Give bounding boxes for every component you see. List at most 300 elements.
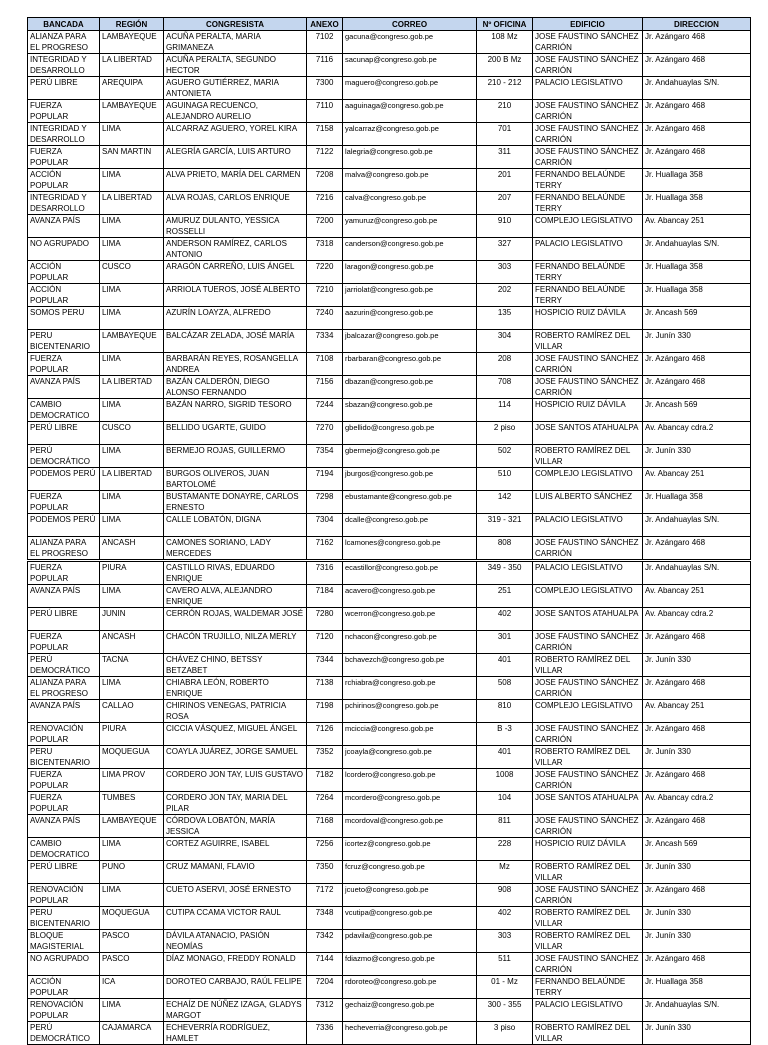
header-correo: CORREO [343,18,477,31]
header-anexo: ANEXO [307,18,343,31]
table-body [28,562,751,1045]
table-row [28,769,751,792]
cell-correo[interactable]: jcoayla@congreso.gob.pe [343,746,477,769]
cell-oficina: 910 [477,215,533,238]
cell-direccion: Jr. Azángaro 468 [643,353,751,376]
cell-region: CALLAO [100,700,164,723]
cell-oficina: 251 [477,585,533,608]
cell-bancada: RENOVACIÓN POPULAR [28,999,100,1022]
cell-direccion: Av. Abancay cdra.2 [643,422,751,445]
table-row [28,976,751,999]
cell-bancada: AVANZA PAÍS [28,376,100,399]
cell-direccion: Av. Abancay 251 [643,215,751,238]
cell-edificio: PALACIO LEGISLATIVO [533,514,643,537]
cell-edificio: FERNANDO BELAÚNDE TERRY [533,169,643,192]
cell-oficina: 01 - Mz [477,976,533,999]
cell-edificio: PALACIO LEGISLATIVO [533,77,643,100]
cell-congresista: CICCIA VÁSQUEZ, MIGUEL ÁNGEL [164,723,307,746]
cell-congresista: CHIABRA LEÓN, ROBERTO ENRIQUE [164,677,307,700]
cell-oficina: 502 [477,445,533,468]
cell-anexo: 7108 [307,353,343,376]
cell-oficina: 104 [477,792,533,815]
cell-edificio: JOSE SANTOS ATAHUALPA [533,422,643,445]
cell-edificio: JOSE SANTOS ATAHUALPA [533,608,643,631]
cell-region: AREQUIPA [100,77,164,100]
table-row [28,654,751,677]
congress-directory-table-1 [27,17,751,560]
cell-edificio: COMPLEJO LEGISLATIVO [533,585,643,608]
cell-anexo: 7280 [307,608,343,631]
cell-oficina: Mz [477,861,533,884]
header-direccion: DIRECCION [643,18,751,31]
cell-direccion: Jr. Azángaro 468 [643,631,751,654]
table-row [28,123,751,146]
cell-region: LA LIBERTAD [100,376,164,399]
cell-bancada: ALIANZA PARA EL PROGRESO [28,677,100,700]
cell-correo[interactable]: ecastillor@congreso.gob.pe [343,562,477,585]
table-row [28,1022,751,1045]
cell-direccion: Jr. Andahuaylas S/N. [643,514,751,537]
cell-direccion: Jr. Azángaro 468 [643,677,751,700]
cell-correo[interactable]: gacuna@congreso.gob.pe [343,31,477,54]
cell-congresista: ARRIOLA TUEROS, JOSÉ ALBERTO [164,284,307,307]
cell-bancada: FUERZA POPULAR [28,491,100,514]
cell-direccion: Jr. Azángaro 468 [643,54,751,77]
cell-anexo: 7220 [307,261,343,284]
cell-direccion: Jr. Ancash 569 [643,307,751,330]
cell-anexo: 7158 [307,123,343,146]
cell-correo[interactable]: gechaiz@congreso.gob.pe [343,999,477,1022]
cell-correo[interactable]: jarriolat@congreso.gob.pe [343,284,477,307]
cell-congresista: BAZÁN NARRO, SIGRID TESORO [164,399,307,422]
cell-bancada: INTEGRIDAD Y DESARROLLO [28,123,100,146]
cell-region: ANCASH [100,537,164,560]
cell-direccion: Jr. Azángaro 468 [643,769,751,792]
cell-direccion: Jr. Junín 330 [643,907,751,930]
cell-edificio: COMPLEJO LEGISLATIVO [533,700,643,723]
table-row [28,608,751,631]
cell-congresista: CALLE LOBATÓN, DIGNA [164,514,307,537]
cell-congresista: CORDERO JON TAY, LUIS GUSTAVO [164,769,307,792]
cell-congresista: BUSTAMANTE DONAYRE, CARLOS ERNESTO [164,491,307,514]
cell-congresista: ECHAÍZ DE NÚÑEZ IZAGA, GLADYS MARGOT [164,999,307,1022]
cell-bancada: AVANZA PAÍS [28,815,100,838]
cell-oficina: 301 [477,631,533,654]
cell-oficina: 300 - 355 [477,999,533,1022]
cell-anexo: 7120 [307,631,343,654]
cell-anexo: 7350 [307,861,343,884]
cell-bancada: RENOVACIÓN POPULAR [28,884,100,907]
cell-anexo: 7208 [307,169,343,192]
cell-correo[interactable]: laragon@congreso.gob.pe [343,261,477,284]
table-row [28,723,751,746]
cell-edificio: JOSE FAUSTINO SÁNCHEZ CARRIÓN [533,123,643,146]
cell-region: TUMBES [100,792,164,815]
cell-correo[interactable]: pdavila@congreso.gob.pe [343,930,477,953]
cell-edificio: ROBERTO RAMÍREZ DEL VILLAR [533,330,643,353]
cell-region: LA LIBERTAD [100,54,164,77]
cell-region: LIMA [100,284,164,307]
cell-edificio: JOSE FAUSTINO SÁNCHEZ CARRIÓN [533,100,643,123]
cell-oficina: 114 [477,399,533,422]
table-row [28,54,751,77]
cell-oficina: 208 [477,353,533,376]
cell-region: MOQUEGUA [100,746,164,769]
congress-directory-table-2 [27,561,751,1045]
table-row [28,514,751,537]
table-row [28,884,751,907]
cell-region: SAN MARTIN [100,146,164,169]
cell-edificio: ROBERTO RAMÍREZ DEL VILLAR [533,445,643,468]
table-row [28,631,751,654]
cell-edificio: COMPLEJO LEGISLATIVO [533,468,643,491]
cell-region: LAMBAYEQUE [100,330,164,353]
cell-edificio: JOSE FAUSTINO SÁNCHEZ CARRIÓN [533,537,643,560]
cell-correo[interactable]: mciccia@congreso.gob.pe [343,723,477,746]
cell-oficina: 327 [477,238,533,261]
cell-oficina: 508 [477,677,533,700]
table-row [28,792,751,815]
cell-correo[interactable]: rbarbaran@congreso.gob.pe [343,353,477,376]
cell-congresista: CORDERO JON TAY, MARIA DEL PILAR [164,792,307,815]
cell-correo[interactable]: sbazan@congreso.gob.pe [343,399,477,422]
cell-correo[interactable]: canderson@congreso.gob.pe [343,238,477,261]
cell-anexo: 7198 [307,700,343,723]
cell-correo[interactable]: yamuruz@congreso.gob.pe [343,215,477,238]
cell-direccion: Jr. Huallaga 358 [643,284,751,307]
table-row [28,192,751,215]
cell-bancada: FUERZA POPULAR [28,562,100,585]
cell-bancada: ACCIÓN POPULAR [28,261,100,284]
cell-congresista: CERRÓN ROJAS, WALDEMAR JOSÉ [164,608,307,631]
cell-anexo: 7216 [307,192,343,215]
cell-direccion: Jr. Azángaro 468 [643,31,751,54]
cell-correo[interactable]: jcueto@congreso.gob.pe [343,884,477,907]
cell-congresista: AZURÍN LOAYZA, ALFREDO [164,307,307,330]
cell-oficina: 108 Mz [477,31,533,54]
cell-edificio: ROBERTO RAMÍREZ DEL VILLAR [533,861,643,884]
table-row [28,562,751,585]
table-row [28,930,751,953]
cell-oficina: 1008 [477,769,533,792]
cell-oficina: 808 [477,537,533,560]
cell-oficina: 2 piso [477,422,533,445]
cell-direccion: Jr. Azángaro 468 [643,376,751,399]
cell-correo[interactable]: fdiazmo@congreso.gob.pe [343,953,477,976]
cell-direccion: Jr. Junín 330 [643,930,751,953]
cell-oficina: 701 [477,123,533,146]
cell-correo[interactable]: icortez@congreso.gob.pe [343,838,477,861]
cell-correo[interactable]: gbellido@congreso.gob.pe [343,422,477,445]
cell-correo[interactable]: gbermejo@congreso.gob.pe [343,445,477,468]
cell-congresista: COAYLA JUÁREZ, JORGE SAMUEL [164,746,307,769]
cell-congresista: CAVERO ALVA, ALEJANDRO ENRIQUE [164,585,307,608]
table-row [28,700,751,723]
cell-edificio: JOSE FAUSTINO SÁNCHEZ CARRIÓN [533,723,643,746]
cell-congresista: CÓRDOVA LOBATÓN, MARÍA JESSICA [164,815,307,838]
cell-bancada: ACCIÓN POPULAR [28,169,100,192]
cell-edificio: JOSE FAUSTINO SÁNCHEZ CARRIÓN [533,953,643,976]
table-row [28,146,751,169]
cell-region: LIMA [100,677,164,700]
header-region: REGIÓN [100,18,164,31]
cell-oficina: 304 [477,330,533,353]
cell-region: LIMA [100,884,164,907]
cell-anexo: 7138 [307,677,343,700]
cell-correo[interactable]: hecheverria@congreso.gob.pe [343,1022,477,1045]
table-row [28,284,751,307]
cell-correo[interactable]: jbalcazar@congreso.gob.pe [343,330,477,353]
cell-bancada: CAMBIO DEMOCRATICO [28,838,100,861]
cell-edificio: ROBERTO RAMÍREZ DEL VILLAR [533,746,643,769]
cell-correo[interactable]: ebustamante@congreso.gob.pe [343,491,477,514]
cell-region: LIMA [100,307,164,330]
cell-bancada: NO AGRUPADO [28,238,100,261]
cell-oficina: 228 [477,838,533,861]
header-edificio: EDIFICIO [533,18,643,31]
cell-bancada: ACCIÓN POPULAR [28,284,100,307]
cell-region: PIURA [100,562,164,585]
cell-congresista: BARBARÁN REYES, ROSANGELLA ANDREA [164,353,307,376]
cell-correo[interactable]: calva@congreso.gob.pe [343,192,477,215]
cell-edificio: ROBERTO RAMÍREZ DEL VILLAR [533,654,643,677]
cell-correo[interactable]: mcordoval@congreso.gob.pe [343,815,477,838]
cell-congresista: CHACÓN TRUJILLO, NILZA MERLY [164,631,307,654]
table-row [28,307,751,330]
cell-direccion: Jr. Ancash 569 [643,399,751,422]
cell-correo[interactable]: sacunap@congreso.gob.pe [343,54,477,77]
cell-edificio: ROBERTO RAMÍREZ DEL VILLAR [533,930,643,953]
cell-correo[interactable]: malva@congreso.gob.pe [343,169,477,192]
table-body [28,31,751,560]
cell-oficina: 303 [477,930,533,953]
cell-anexo: 7352 [307,746,343,769]
cell-anexo: 7244 [307,399,343,422]
cell-bancada: FUERZA POPULAR [28,631,100,654]
cell-direccion: Jr. Huallaga 358 [643,976,751,999]
cell-correo[interactable]: acavero@congreso.gob.pe [343,585,477,608]
cell-correo[interactable]: yalcarraz@congreso.gob.pe [343,123,477,146]
cell-edificio: LUIS ALBERTO SÁNCHEZ [533,491,643,514]
cell-direccion: Jr. Junín 330 [643,861,751,884]
cell-anexo: 7348 [307,907,343,930]
cell-direccion: Jr. Junín 330 [643,654,751,677]
cell-bancada: NO AGRUPADO [28,953,100,976]
table-row [28,585,751,608]
cell-correo[interactable]: pchirinos@congreso.gob.pe [343,700,477,723]
cell-direccion: Av. Abancay 251 [643,700,751,723]
cell-oficina: 200 B Mz [477,54,533,77]
cell-edificio: FERNANDO BELAÚNDE TERRY [533,976,643,999]
cell-oficina: 810 [477,700,533,723]
table-row [28,100,751,123]
cell-direccion: Jr. Andahuaylas S/N. [643,999,751,1022]
cell-oficina: 401 [477,746,533,769]
cell-anexo: 7316 [307,562,343,585]
cell-anexo: 7318 [307,238,343,261]
cell-direccion: Jr. Azángaro 468 [643,100,751,123]
table-row [28,215,751,238]
cell-region: MOQUEGUA [100,907,164,930]
cell-correo[interactable]: aaguinaga@congreso.gob.pe [343,100,477,123]
cell-congresista: AGUERO GUTIÉRREZ, MARIA ANTONIETA [164,77,307,100]
cell-oficina: 811 [477,815,533,838]
cell-anexo: 7240 [307,307,343,330]
cell-correo[interactable]: mcordero@congreso.gob.pe [343,792,477,815]
cell-bancada: CAMBIO DEMOCRATICO [28,399,100,422]
cell-correo[interactable]: nchacon@congreso.gob.pe [343,631,477,654]
cell-anexo: 7102 [307,31,343,54]
cell-oficina: 401 [477,654,533,677]
cell-region: LAMBAYEQUE [100,31,164,54]
cell-anexo: 7354 [307,445,343,468]
cell-direccion: Jr. Junín 330 [643,1022,751,1045]
cell-congresista: DÁVILA ATANACIO, PASIÓN NEOMÍAS [164,930,307,953]
cell-correo[interactable]: lcamones@congreso.gob.pe [343,537,477,560]
cell-correo[interactable]: fcruz@congreso.gob.pe [343,861,477,884]
table-row [28,422,751,445]
cell-edificio: JOSE FAUSTINO SÁNCHEZ CARRIÓN [533,353,643,376]
cell-correo[interactable]: jburgos@congreso.gob.pe [343,468,477,491]
cell-anexo: 7122 [307,146,343,169]
cell-bancada: PODEMOS PERÚ [28,514,100,537]
cell-anexo: 7200 [307,215,343,238]
cell-anexo: 7182 [307,769,343,792]
cell-direccion: Jr. Huallaga 358 [643,261,751,284]
cell-bancada: FUERZA POPULAR [28,769,100,792]
table-row [28,31,751,54]
header-oficina: Nº OFICINA [477,18,533,31]
cell-correo[interactable]: dbazan@congreso.gob.pe [343,376,477,399]
cell-oficina: 908 [477,884,533,907]
cell-edificio: COMPLEJO LEGISLATIVO [533,215,643,238]
cell-region: ICA [100,976,164,999]
cell-direccion: Jr. Azángaro 468 [643,537,751,560]
cell-region: LIMA [100,353,164,376]
cell-oficina: 135 [477,307,533,330]
cell-correo[interactable]: lcordero@congreso.gob.pe [343,769,477,792]
cell-anexo: 7270 [307,422,343,445]
cell-anexo: 7126 [307,723,343,746]
cell-congresista: DÍAZ MONAGO, FREDDY RONALD [164,953,307,976]
cell-congresista: CASTILLO RIVAS, EDUARDO ENRIQUE [164,562,307,585]
cell-bancada: RENOVACIÓN POPULAR [28,723,100,746]
cell-direccion: Jr. Ancash 569 [643,838,751,861]
cell-region: CUSCO [100,422,164,445]
cell-oficina: 402 [477,907,533,930]
cell-congresista: BERMEJO ROJAS, GUILLERMO [164,445,307,468]
table-row [28,907,751,930]
cell-congresista: BAZÁN CALDERÓN, DIEGO ALONSO FERNANDO [164,376,307,399]
cell-edificio: JOSE FAUSTINO SÁNCHEZ CARRIÓN [533,677,643,700]
cell-direccion: Jr. Huallaga 358 [643,169,751,192]
table-row [28,468,751,491]
cell-correo[interactable]: wcerron@congreso.gob.pe [343,608,477,631]
table-row [28,838,751,861]
cell-correo[interactable]: vcutipa@congreso.gob.pe [343,907,477,930]
header-bancada: BANCADA [28,18,100,31]
cell-oficina: 510 [477,468,533,491]
cell-bancada: PERU BICENTENARIO [28,746,100,769]
cell-anexo: 7256 [307,838,343,861]
cell-oficina: 142 [477,491,533,514]
cell-bancada: PERÚ LIBRE [28,861,100,884]
cell-direccion: Jr. Junín 330 [643,445,751,468]
cell-congresista: AGUINAGA RECUENCO, ALEJANDRO AURELIO [164,100,307,123]
cell-anexo: 7204 [307,976,343,999]
cell-region: LIMA [100,123,164,146]
cell-edificio: ROBERTO RAMÍREZ DEL VILLAR [533,1022,643,1045]
cell-direccion: Jr. Huallaga 358 [643,491,751,514]
cell-region: LIMA [100,838,164,861]
cell-edificio: PALACIO LEGISLATIVO [533,999,643,1022]
table-row [28,537,751,560]
cell-congresista: ALEGRÍA GARCÍA, LUIS ARTURO [164,146,307,169]
cell-correo[interactable]: lalegria@congreso.gob.pe [343,146,477,169]
cell-oficina: 349 - 350 [477,562,533,585]
cell-correo[interactable]: bchavezch@congreso.gob.pe [343,654,477,677]
table-row [28,330,751,353]
cell-bancada: INTEGRIDAD Y DESARROLLO [28,192,100,215]
cell-bancada: AVANZA PAÍS [28,585,100,608]
cell-anexo: 7162 [307,537,343,560]
cell-correo[interactable]: rdoroteo@congreso.gob.pe [343,976,477,999]
cell-bancada: PERÚ LIBRE [28,608,100,631]
cell-congresista: ALVA ROJAS, CARLOS ENRIQUE [164,192,307,215]
cell-region: LIMA [100,491,164,514]
cell-congresista: BALCÁZAR ZELADA, JOSÉ MARÍA [164,330,307,353]
table-row [28,815,751,838]
cell-correo[interactable]: dcalle@congreso.gob.pe [343,514,477,537]
cell-oficina: 402 [477,608,533,631]
cell-direccion: Av. Abancay 251 [643,585,751,608]
cell-anexo: 7264 [307,792,343,815]
cell-anexo: 7342 [307,930,343,953]
cell-anexo: 7344 [307,654,343,677]
cell-correo[interactable]: aazurin@congreso.gob.pe [343,307,477,330]
cell-anexo: 7168 [307,815,343,838]
cell-region: LIMA [100,999,164,1022]
cell-correo[interactable]: rchiabra@congreso.gob.pe [343,677,477,700]
cell-bancada: ACCIÓN POPULAR [28,976,100,999]
cell-congresista: ACUÑA PERALTA, MARIA GRIMANEZA [164,31,307,54]
cell-congresista: CRUZ MAMANI, FLAVIO [164,861,307,884]
cell-edificio: JOSE SANTOS ATAHUALPA [533,792,643,815]
table-row [28,399,751,422]
cell-oficina: 201 [477,169,533,192]
cell-bancada: FUERZA POPULAR [28,792,100,815]
cell-anexo: 7304 [307,514,343,537]
table-row [28,953,751,976]
cell-bancada: PERÚ DEMOCRÁTICO [28,445,100,468]
cell-bancada: SOMOS PERU [28,307,100,330]
cell-correo[interactable]: maguero@congreso.gob.pe [343,77,477,100]
cell-edificio: PALACIO LEGISLATIVO [533,238,643,261]
cell-congresista: CHIRINOS VENEGAS, PATRICIA ROSA [164,700,307,723]
cell-oficina: 511 [477,953,533,976]
cell-oficina: 708 [477,376,533,399]
cell-congresista: CAMONES SORIANO, LADY MERCEDES [164,537,307,560]
cell-congresista: AMURUZ DULANTO, YESSICA ROSSELLI [164,215,307,238]
cell-congresista: BELLIDO UGARTE, GUIDO [164,422,307,445]
cell-region: LIMA [100,215,164,238]
cell-edificio: JOSE FAUSTINO SÁNCHEZ CARRIÓN [533,31,643,54]
cell-oficina: B -3 [477,723,533,746]
cell-direccion: Jr. Junín 330 [643,746,751,769]
cell-anexo: 7298 [307,491,343,514]
cell-region: LIMA [100,514,164,537]
cell-oficina: 210 [477,100,533,123]
